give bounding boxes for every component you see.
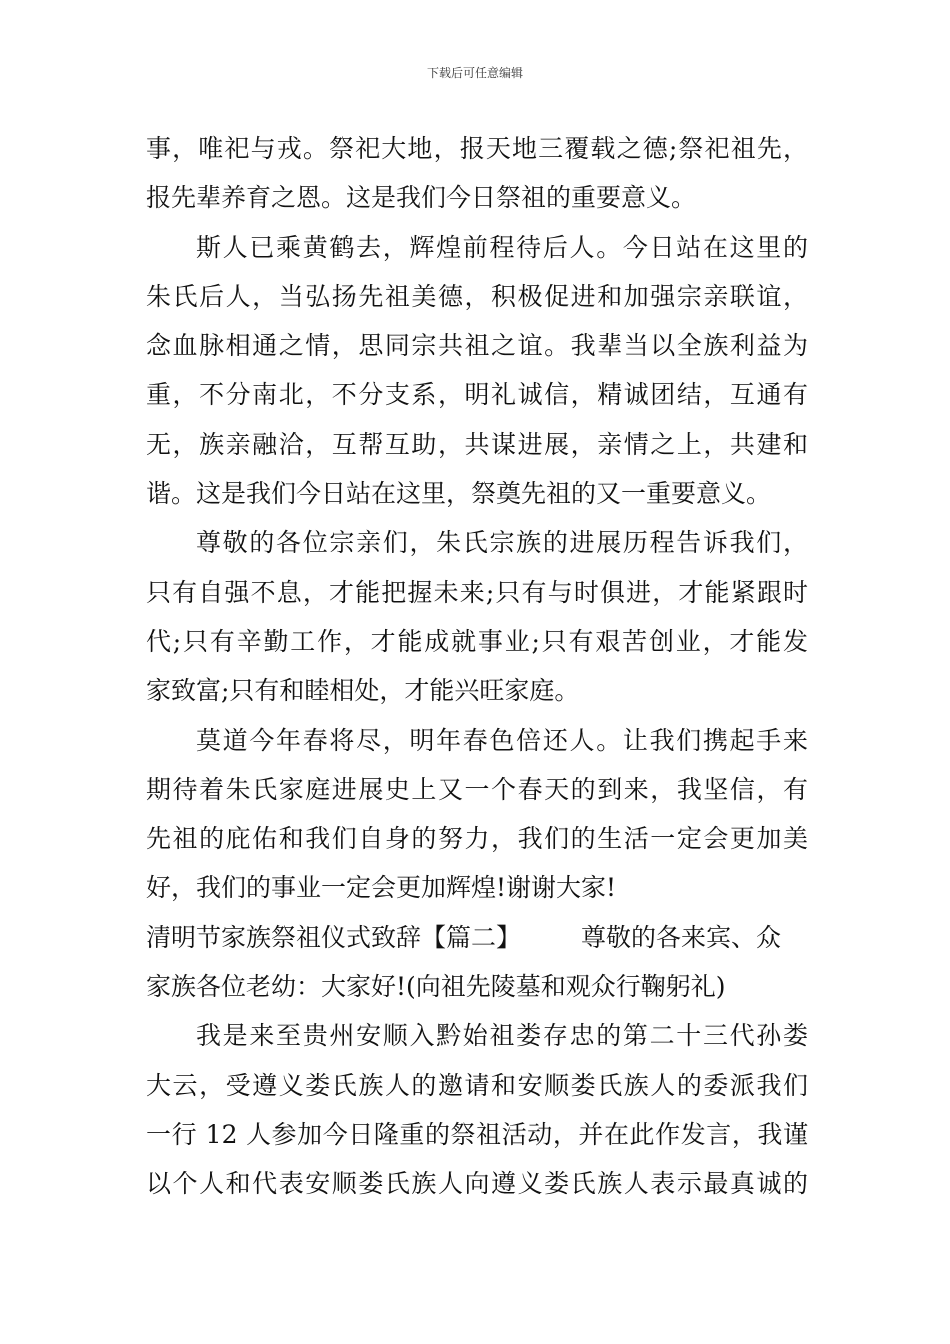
text-line: 重，不分南北，不分支系，明礼诚信，精诚团结，互通有 (146, 380, 808, 410)
text-line: 一行 12 人参加今日隆重的祭祖活动，并在此作发言，我谨 (146, 1119, 808, 1149)
text-line: 朱氏后人，当弘扬先祖美德，积极促进和加强宗亲联谊， (146, 281, 808, 311)
text-line: 家族各位老幼：大家好!(向祖先陵墓和观众行鞠躬礼) (146, 972, 726, 1002)
text-line: 代;只有辛勤工作，才能成就事业;只有艰苦创业，才能发 (146, 626, 808, 656)
text-line: 只有自强不息，才能把握未来;只有与时俱进，才能紧跟时 (146, 577, 808, 607)
section-title: 清明节家族祭祖仪式致辞【篇二】 (146, 922, 522, 952)
text-line: 先祖的庇佑和我们自身的努力，我们的生活一定会更加美 (146, 824, 808, 854)
text-line: 我是来至贵州安顺入黔始祖娄存忠的第二十三代孙娄 (196, 1021, 808, 1051)
text-line: 以个人和代表安顺娄氏族人向遵义娄氏族人表示最真诚的 (146, 1169, 808, 1199)
text-line: 大云，受遵义娄氏族人的邀请和安顺娄氏族人的委派我们 (146, 1070, 808, 1100)
text-line: 期待着朱氏家庭进展史上又一个春天的到来，我坚信，有 (146, 774, 808, 804)
text-line: 好，我们的事业一定会更加辉煌!谢谢大家! (146, 873, 617, 903)
salutation-start: 尊敬的各来宾、众 (581, 922, 782, 952)
section-title-line (146, 913, 808, 962)
text-line: 尊敬的各位宗亲们，朱氏宗族的进展历程告诉我们， (196, 528, 808, 558)
page-header: 下载后可任意编辑 (426, 66, 523, 80)
text-line: 家致富;只有和睦相处，才能兴旺家庭。 (146, 676, 580, 706)
text-line: 莫道今年春将尽，明年春色倍还人。让我们携起手来 (196, 725, 808, 755)
text-line: 无，族亲融洽，互帮互助，共谋进展，亲情之上，共建和 (146, 429, 808, 459)
document-body (146, 124, 808, 1209)
text-line: 报先辈养育之恩。这是我们今日祭祖的重要意义。 (146, 183, 697, 213)
text-line: 谐。这是我们今日站在这里，祭奠先祖的又一重要意义。 (146, 479, 772, 509)
text-line: 斯人已乘黄鹤去，辉煌前程待后人。今日站在这里的 (196, 232, 808, 262)
text-line: 念血脉相通之情，思同宗共祖之谊。我辈当以全族利益为 (146, 331, 808, 361)
text-line: 事，唯祀与戎。祭祀大地，报天地三覆载之德;祭祀祖先， (146, 134, 808, 163)
